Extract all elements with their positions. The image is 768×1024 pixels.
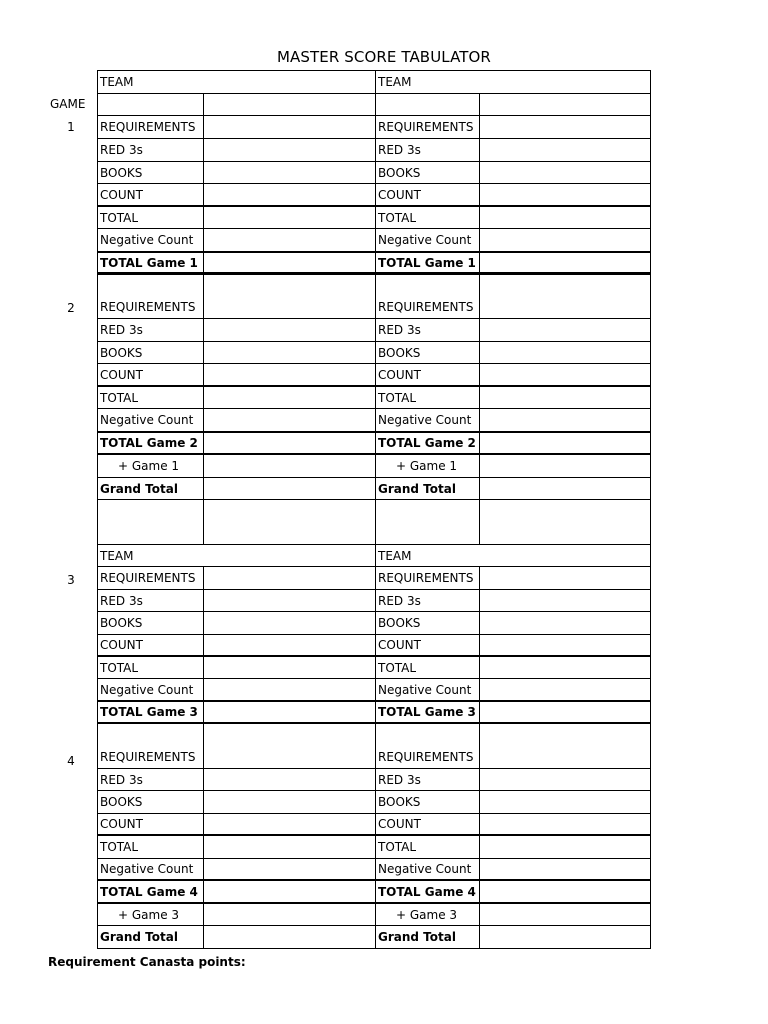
team-a-name-cell[interactable]: TEAM xyxy=(98,71,376,93)
plus-game3-row xyxy=(97,904,651,926)
row-label: Grand Total xyxy=(98,478,204,499)
row-label: TOTAL Game 3 xyxy=(376,702,480,722)
game-number-1: 1 xyxy=(67,120,75,134)
score-cell[interactable] xyxy=(204,433,376,453)
row-label: COUNT xyxy=(376,184,480,205)
row-label: RED 3s xyxy=(98,139,204,161)
row-label: Negative Count xyxy=(376,409,480,431)
row-label: BOOKS xyxy=(376,612,480,634)
blank-cell[interactable] xyxy=(376,500,480,544)
score-cell[interactable] xyxy=(204,724,376,768)
row-label: Negative Count xyxy=(98,409,204,431)
row-label: RED 3s xyxy=(376,139,480,161)
score-cell[interactable] xyxy=(204,409,376,431)
score-cell[interactable] xyxy=(204,769,376,790)
game3-count-row xyxy=(97,635,651,657)
game-number-3: 3 xyxy=(67,573,75,587)
row-label: COUNT xyxy=(376,814,480,834)
score-cell[interactable] xyxy=(480,612,650,634)
score-cell[interactable] xyxy=(480,478,650,499)
game3-total-row xyxy=(97,657,651,679)
row-label: REQUIREMENTS xyxy=(98,724,204,768)
game3-books-row xyxy=(97,612,651,635)
row-label: BOOKS xyxy=(98,612,204,634)
blank-cell[interactable] xyxy=(98,500,204,544)
score-cell[interactable] xyxy=(204,184,376,205)
game2-count-row xyxy=(97,364,651,387)
score-cell[interactable] xyxy=(204,814,376,834)
game1-red3s-row xyxy=(97,139,651,162)
row-label: TOTAL xyxy=(376,207,480,228)
team-header-row-2 xyxy=(97,545,651,567)
row-label: COUNT xyxy=(376,635,480,655)
row-label: COUNT xyxy=(98,364,204,385)
row-label: COUNT xyxy=(98,814,204,834)
score-cell[interactable] xyxy=(204,319,376,341)
score-cell[interactable] xyxy=(204,567,376,589)
score-cell[interactable] xyxy=(204,275,376,318)
score-cell[interactable] xyxy=(204,881,376,902)
score-cell[interactable] xyxy=(480,455,650,477)
score-cell[interactable] xyxy=(480,409,650,431)
game1-count-row xyxy=(97,184,651,207)
row-label: TOTAL Game 4 xyxy=(376,881,480,902)
team-names-row xyxy=(97,94,651,116)
row-label: TOTAL Game 1 xyxy=(376,253,480,272)
team-a-name-input[interactable] xyxy=(98,94,204,115)
row-label: TOTAL Game 2 xyxy=(98,433,204,453)
row-label: RED 3s xyxy=(376,319,480,341)
row-label: RED 3s xyxy=(98,319,204,341)
row-label: REQUIREMENTS xyxy=(376,724,480,768)
game1-negative-row xyxy=(97,229,651,253)
score-cell[interactable] xyxy=(204,387,376,408)
game-column-header: GAME xyxy=(50,97,86,111)
row-label: REQUIREMENTS xyxy=(98,567,204,589)
score-cell[interactable] xyxy=(480,702,650,722)
row-label: REQUIREMENTS xyxy=(376,275,480,318)
score-cell[interactable] xyxy=(480,859,650,879)
requirement-canasta-points-note: Requirement Canasta points: xyxy=(48,955,246,969)
team-b-name-cell[interactable]: TEAM xyxy=(378,75,412,89)
team-a-blank-cell[interactable] xyxy=(204,94,376,115)
score-sheet-table xyxy=(97,70,651,949)
game1-books-row xyxy=(97,162,651,184)
row-label: COUNT xyxy=(376,364,480,385)
row-label: TOTAL Game 3 xyxy=(98,702,204,722)
row-label: BOOKS xyxy=(376,162,480,183)
score-cell[interactable] xyxy=(480,275,650,318)
row-label: TOTAL xyxy=(376,387,480,408)
score-cell[interactable] xyxy=(204,791,376,813)
score-cell[interactable] xyxy=(204,657,376,678)
score-cell[interactable] xyxy=(480,139,650,161)
score-cell[interactable] xyxy=(204,590,376,611)
score-cell[interactable] xyxy=(204,139,376,161)
row-label: Negative Count xyxy=(98,679,204,700)
score-cell[interactable] xyxy=(480,387,650,408)
score-cell[interactable] xyxy=(480,342,650,363)
score-cell[interactable] xyxy=(204,702,376,722)
game1-total-row xyxy=(97,207,651,229)
game-number-4: 4 xyxy=(67,754,75,768)
score-cell[interactable] xyxy=(480,769,650,790)
score-cell[interactable] xyxy=(480,724,650,768)
row-label: TOTAL Game 1 xyxy=(98,253,204,272)
row-label: BOOKS xyxy=(98,162,204,183)
score-cell[interactable] xyxy=(204,836,376,858)
page-title: MASTER SCORE TABULATOR xyxy=(277,48,491,66)
game2-books-row xyxy=(97,342,651,364)
score-cell[interactable] xyxy=(480,791,650,813)
score-cell[interactable] xyxy=(480,590,650,611)
game2-total-row xyxy=(97,387,651,409)
game4-total-row xyxy=(97,836,651,859)
row-label: + Game 1 xyxy=(376,455,480,477)
row-label: + Game 1 xyxy=(98,455,204,477)
score-cell[interactable] xyxy=(480,926,650,948)
plus-game1-row xyxy=(97,455,651,478)
row-label: REQUIREMENTS xyxy=(98,275,204,318)
score-cell[interactable] xyxy=(204,253,376,272)
score-cell[interactable] xyxy=(480,364,650,385)
row-label: BOOKS xyxy=(98,791,204,813)
row-label: RED 3s xyxy=(98,590,204,611)
game3-red3s-row xyxy=(97,590,651,612)
team-a-name-cell[interactable]: TEAM xyxy=(98,545,376,566)
row-label: COUNT xyxy=(98,184,204,205)
score-cell[interactable] xyxy=(204,229,376,251)
blank-cell[interactable] xyxy=(480,500,650,544)
score-cell[interactable] xyxy=(204,207,376,228)
score-cell[interactable] xyxy=(204,162,376,183)
blank-cell[interactable] xyxy=(204,500,376,544)
score-cell[interactable] xyxy=(480,184,650,205)
row-label: BOOKS xyxy=(376,342,480,363)
row-label: RED 3s xyxy=(376,590,480,611)
score-cell[interactable] xyxy=(480,253,650,272)
score-cell[interactable] xyxy=(480,162,650,183)
game3-requirements-row xyxy=(97,567,651,590)
team-b-name-input[interactable] xyxy=(376,94,480,115)
score-cell[interactable] xyxy=(204,116,376,138)
game4-total-game-row xyxy=(97,881,651,904)
row-label: + Game 3 xyxy=(376,904,480,925)
row-label: TOTAL xyxy=(376,836,480,858)
score-cell[interactable] xyxy=(204,926,376,948)
row-label: RED 3s xyxy=(98,769,204,790)
game3-negative-row xyxy=(97,679,651,702)
spacer-row xyxy=(97,500,651,545)
game4-count-row xyxy=(97,814,651,836)
score-cell[interactable] xyxy=(480,433,650,453)
score-cell[interactable] xyxy=(480,679,650,700)
score-cell[interactable] xyxy=(204,679,376,700)
grand-total-row-1 xyxy=(97,478,651,500)
game3-total-game-row xyxy=(97,702,651,724)
row-label: Negative Count xyxy=(376,229,480,251)
game1-requirements-row xyxy=(97,116,651,139)
row-label: TOTAL xyxy=(98,207,204,228)
row-label: Negative Count xyxy=(376,859,480,879)
row-label: BOOKS xyxy=(98,342,204,363)
score-cell[interactable] xyxy=(204,455,376,477)
row-label: REQUIREMENTS xyxy=(98,116,204,138)
row-label: Negative Count xyxy=(376,679,480,700)
team-b-blank-cell[interactable] xyxy=(480,94,650,115)
game-number-2: 2 xyxy=(67,301,75,315)
score-cell[interactable] xyxy=(480,881,650,902)
score-cell[interactable] xyxy=(480,319,650,341)
row-label: Negative Count xyxy=(98,859,204,879)
row-label: TOTAL xyxy=(98,836,204,858)
game2-red3s-row xyxy=(97,319,651,342)
score-cell[interactable] xyxy=(480,116,650,138)
game1-total-game-row xyxy=(97,253,651,275)
row-label: REQUIREMENTS xyxy=(376,567,480,589)
score-cell[interactable] xyxy=(204,859,376,879)
game2-negative-row xyxy=(97,409,651,433)
game4-red3s-row xyxy=(97,769,651,791)
score-cell[interactable] xyxy=(480,904,650,925)
row-label: TOTAL Game 4 xyxy=(98,881,204,902)
score-cell[interactable] xyxy=(480,836,650,858)
row-label: BOOKS xyxy=(376,791,480,813)
row-label: Negative Count xyxy=(98,229,204,251)
score-cell[interactable] xyxy=(480,814,650,834)
score-cell[interactable] xyxy=(204,635,376,655)
row-label: TOTAL xyxy=(98,657,204,678)
team-b-name-cell[interactable]: TEAM xyxy=(378,548,412,563)
score-cell[interactable] xyxy=(204,612,376,634)
score-cell[interactable] xyxy=(480,207,650,228)
row-label: TOTAL Game 2 xyxy=(376,433,480,453)
score-cell[interactable] xyxy=(204,364,376,385)
score-cell[interactable] xyxy=(480,567,650,589)
row-label: + Game 3 xyxy=(98,904,204,925)
game2-requirements-row xyxy=(97,275,651,319)
score-cell[interactable] xyxy=(480,229,650,251)
row-label: Grand Total xyxy=(376,926,480,948)
team-header-row xyxy=(97,70,651,94)
grand-total-row-2 xyxy=(97,926,651,949)
score-cell[interactable] xyxy=(204,342,376,363)
score-cell[interactable] xyxy=(480,657,650,678)
row-label: RED 3s xyxy=(376,769,480,790)
row-label: TOTAL xyxy=(98,387,204,408)
row-label: Grand Total xyxy=(376,478,480,499)
row-label: Grand Total xyxy=(98,926,204,948)
game4-books-row xyxy=(97,791,651,814)
game4-requirements-row xyxy=(97,724,651,769)
game4-negative-row xyxy=(97,859,651,881)
row-label: TOTAL xyxy=(376,657,480,678)
row-label: COUNT xyxy=(98,635,204,655)
score-cell[interactable] xyxy=(204,904,376,925)
score-cell[interactable] xyxy=(480,635,650,655)
row-label: REQUIREMENTS xyxy=(376,116,480,138)
score-cell[interactable] xyxy=(204,478,376,499)
game2-total-game-row xyxy=(97,433,651,455)
